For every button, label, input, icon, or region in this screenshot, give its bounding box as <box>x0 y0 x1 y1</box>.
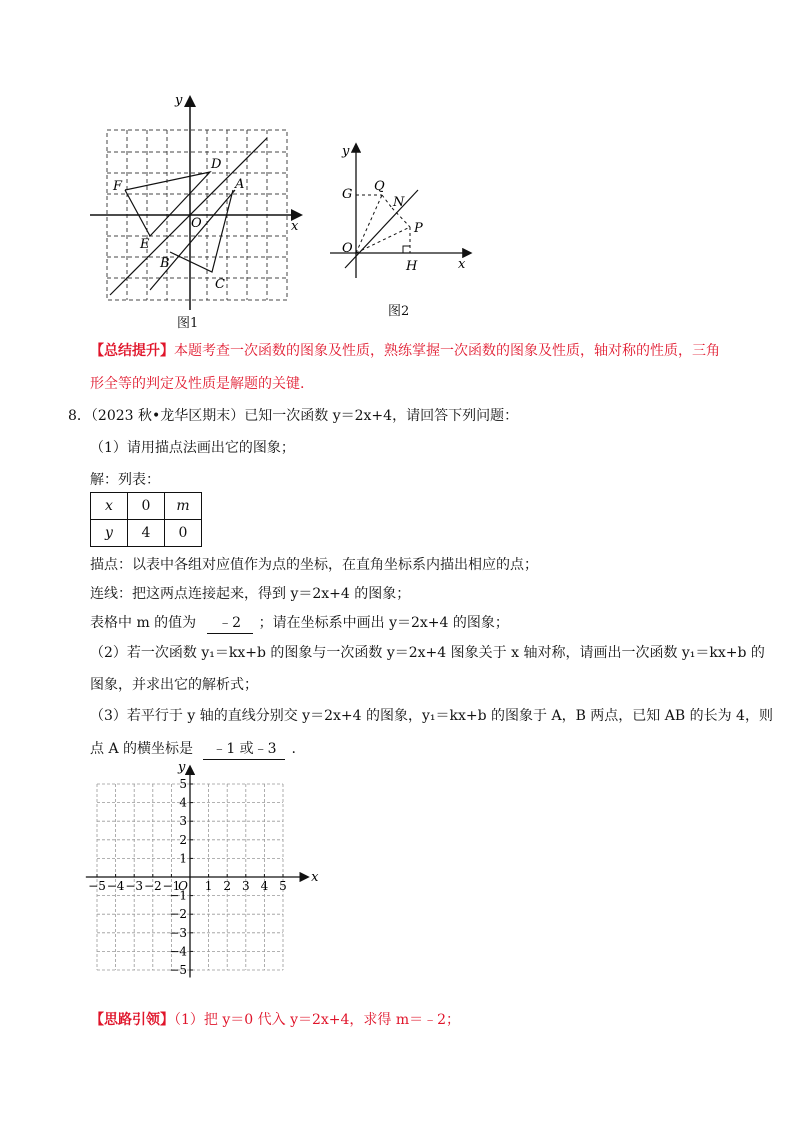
table-row <box>91 493 202 520</box>
problem-header <box>68 406 518 426</box>
x-tick-label: −5 <box>88 879 106 893</box>
fig1-label-y: y <box>175 93 183 108</box>
table-cell: 0 <box>165 520 202 547</box>
fig1-label-c: C <box>215 277 225 292</box>
y-tick-label: 1 <box>179 851 187 866</box>
y-tick-label: −2 <box>169 907 187 922</box>
m-prefix: 表格中 m 的值为 <box>90 615 197 631</box>
y-tick-label: −3 <box>169 925 187 940</box>
value-table <box>90 492 202 547</box>
y-tick-label: 2 <box>179 832 187 847</box>
fig2-label-n: N <box>393 195 405 210</box>
x-tick-label: 1 <box>204 879 213 893</box>
table-cell: 4 <box>128 520 165 547</box>
q3-suffix: . <box>291 741 296 757</box>
summary-text-1: 本题考查一次函数的图象及性质，熟练掌握一次函数的图象及性质，轴对称的性质，三角 <box>174 343 720 359</box>
problem-intro: 已知一次函数 y＝2x+4，请回答下列问题： <box>244 408 519 424</box>
x-tick-label: −4 <box>106 879 125 893</box>
y-tick-label: −4 <box>169 944 187 959</box>
y-axis-label: y <box>178 760 186 776</box>
figure-2 <box>330 140 480 280</box>
table-cell: y <box>91 520 128 547</box>
q3-prefix: 点 A 的横坐标是 <box>90 741 194 757</box>
y-tick-label: 4 <box>179 795 187 810</box>
fig2-label-o: O <box>342 241 353 256</box>
table-cell: 0 <box>128 493 165 520</box>
coordinate-grid <box>90 760 330 975</box>
question-2-line-2: 图象，并求出它的解析式； <box>90 677 258 693</box>
y-tick-label: 3 <box>179 814 187 829</box>
fig2-caption: 图2 <box>388 304 410 319</box>
question-3-line-1: （3）若平行于 y 轴的直线分别交 y＝2x+4 的图象，y₁＝kx+b 的图象于 A，B 两点，已知 AB 的长为 4，则 <box>90 708 773 724</box>
question-2-line-1: （2）若一次函数 y₁＝kx+b 的图象与一次函数 y＝2x+4 图象关于 x 轴对称，请画出一次函数 y₁＝kx+b 的 <box>90 645 765 661</box>
problem-number: 8． <box>68 408 91 424</box>
fig2-label-g: G <box>342 187 353 202</box>
fig2-label-x: x <box>458 257 466 272</box>
x-tick-label: 3 <box>241 879 250 893</box>
y-tick-label: −1 <box>169 888 187 903</box>
m-suffix: ；请在坐标系中画出 y＝2x+4 的图象； <box>258 615 509 631</box>
x-tick-label: −2 <box>143 879 162 893</box>
hint-text: （1）把 y＝0 代入 y＝2x+4，求得 m＝﹣2； <box>174 1012 461 1028</box>
connect-step: 连线：把这两点连接起来，得到 y＝2x+4 的图象； <box>90 586 411 602</box>
origin-label: O <box>178 879 188 893</box>
fig2-label-h: H <box>406 259 418 274</box>
fig1-label-e: E <box>140 237 150 252</box>
fig1-label-f: F <box>113 179 123 194</box>
x-tick-label: −3 <box>125 879 144 893</box>
m-value-line <box>90 613 509 634</box>
fig2-label-p: P <box>414 221 423 236</box>
x-tick-label: 2 <box>223 879 232 893</box>
summary-line-1 <box>90 341 720 361</box>
hint-line <box>90 1010 460 1030</box>
summary-text-2: 形全等的判定及性质是解题的关键. <box>90 376 305 392</box>
y-tick-label: 5 <box>179 777 187 791</box>
fig1-label-d: D <box>211 157 222 172</box>
solution-label: 解：列表： <box>90 472 160 488</box>
x-axis-label: x <box>311 870 319 885</box>
fig1-label-b: B <box>160 256 170 271</box>
x-tick-label: 5 <box>279 879 287 893</box>
question-3-line-2 <box>90 739 296 760</box>
table-cell: x <box>91 493 128 520</box>
m-answer: ﹣2 <box>207 613 253 634</box>
table-row <box>91 520 202 547</box>
fig1-label-x: x <box>291 219 299 234</box>
problem-source: （2023 秋•龙华区期末） <box>90 408 245 424</box>
summary-line-2 <box>90 374 304 394</box>
x-tick-label: 4 <box>260 879 269 893</box>
q3-answer: ﹣1 或﹣3 <box>203 739 285 760</box>
fig2-label-y: y <box>342 144 350 159</box>
summary-tag: 【总结提升】 <box>90 343 174 359</box>
table-cell: m <box>165 493 202 520</box>
plot-step: 描点：以表中各组对应值作为点的坐标，在直角坐标系内描出相应的点； <box>90 557 538 573</box>
fig1-label-o: O <box>191 216 202 231</box>
fig1-label-a: A <box>235 177 245 192</box>
figure-1 <box>85 90 315 320</box>
fig2-label-q: Q <box>374 179 385 194</box>
fig1-caption: 图1 <box>177 316 199 331</box>
hint-tag: 【思路引领】 <box>90 1012 174 1028</box>
question-1: （1）请用描点法画出它的图象； <box>90 440 295 456</box>
x-tick-label: −1 <box>162 879 181 893</box>
y-tick-label: −5 <box>169 963 187 977</box>
